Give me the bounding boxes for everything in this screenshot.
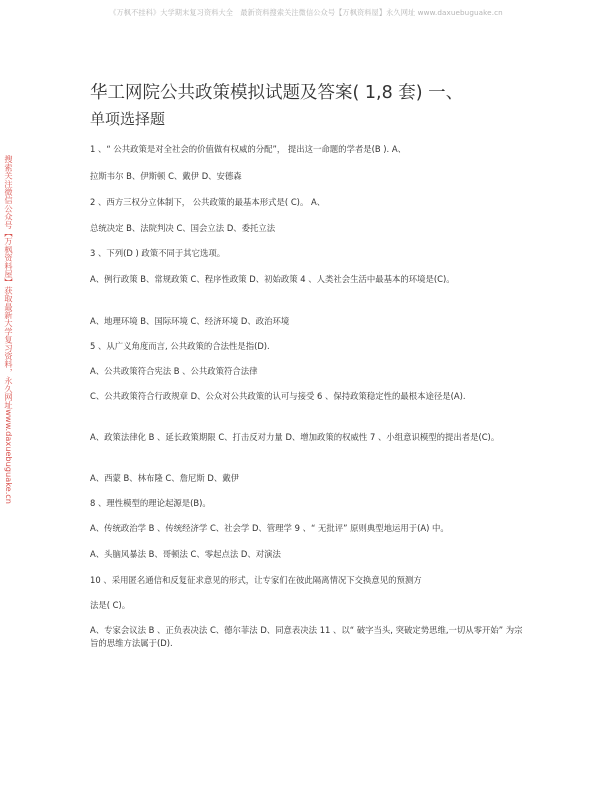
paragraph: A、头脑风暴法 B、哥顿法 C、零起点法 D、对演法 <box>90 549 281 559</box>
paragraph: A、政策法律化 B 、延长政策期限 C、打击反对力量 D、增加政策的权威性 7 、小组意识模型的提出者是(C)。 <box>90 432 500 442</box>
paragraph: 10 、采用匿名通信和反复征求意见的形式，让专家们在彼此隔离情况下交换意见的预测方 <box>90 575 422 585</box>
paragraph: 8 、理性模型的理论起源是(B)。 <box>90 498 211 508</box>
paragraph: 5 、从广义角度而言, 公共政策的合法性是指(D). <box>90 341 270 351</box>
paragraph: A、传统政治学 B 、传统经济学 C、社会学 D、管理学 9 、“ 无批评” 原则典型地运用于(A) 中。 <box>90 523 449 533</box>
paragraph: 总统决定 B、法院判决 C、国会立法 D、委托立法 <box>90 223 276 233</box>
paragraph: A、例行政策 B、常规政策 C、程序性政策 D、初始政策 4 、人类社会生活中最基本的环境是(C)。 <box>90 274 455 284</box>
title-line-2: 单项选择题 <box>90 110 166 128</box>
paragraph: 拉斯韦尔 B、伊斯顿 C、戴伊 D、安德森 <box>90 171 242 181</box>
paragraph: A、专家会议法 B 、正负表决法 C、德尔菲法 D、同意表决法 11 、以“ 破字当头, 突破定势思维,一切从零开始” 为宗旨的思维方法属于(D). <box>90 625 523 648</box>
paragraph: 1 、“ 公共政策是对全社会的价值做有权威的分配”， 提出这一命题的学者是(B ). A、 <box>90 144 406 154</box>
paragraph: 3 、下列(D ) 政策不同于其它选项。 <box>90 248 226 258</box>
document-title <box>90 80 560 132</box>
paragraph: 法是( C)。 <box>90 600 131 610</box>
side-watermark: 搜索关注微信公众号【万枫资料屋】获取最新大学复习资料，永久网址www.daxuebuguake.cn <box>4 155 14 504</box>
header-watermark: 《万枫不挂科》大学期末复习资料大全 最新资料搜索关注微信公众号【万枫资料屋】永久网址 www.daxuebuguake.cn <box>109 8 503 17</box>
paragraph: C、公共政策符合行政规章 D、公众对公共政策的认可与接受 6 、保持政策稳定性的最根本途径是(A). <box>90 391 466 401</box>
paragraph: A、地理环境 B、国际环境 C、经济环境 D、政治环境 <box>90 316 290 326</box>
paragraph: 2 、西方三权分立体制下， 公共政策的最基本形式是( C)。 A、 <box>90 197 326 207</box>
title-line-1: 华工网院公共政策模拟试题及答案( 1,8 套) 一、 <box>90 83 464 103</box>
paragraph: A、西蒙 B、林布隆 C、詹尼斯 D、戴伊 <box>90 473 240 483</box>
paragraph: A、公共政策符合宪法 B 、公共政策符合法律 <box>90 366 258 376</box>
